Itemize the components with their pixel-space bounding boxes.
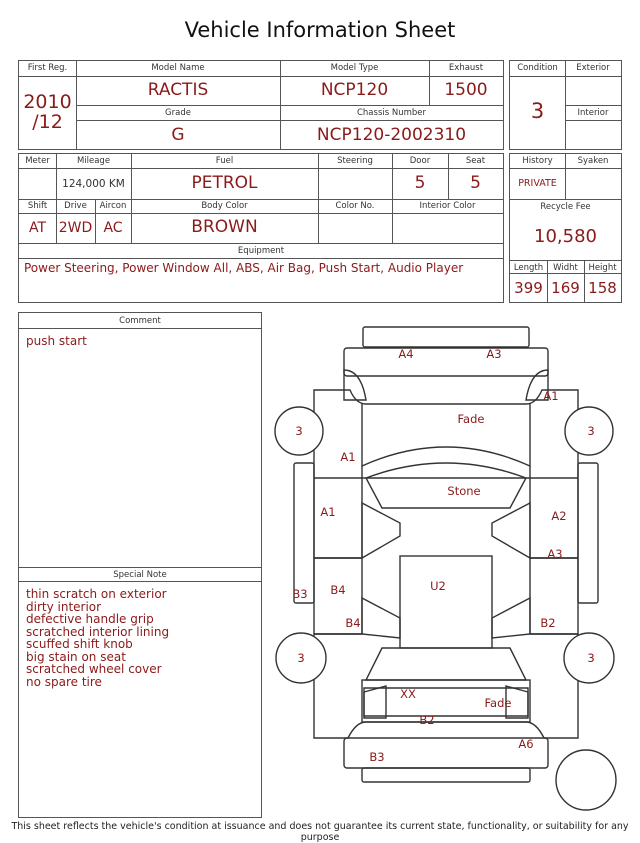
- drive-label: Drive: [64, 201, 87, 211]
- mark-left-b4-upper: B4: [330, 583, 346, 597]
- mark-left-b4-lower: B4: [345, 616, 361, 630]
- fuel-label: Fuel: [215, 156, 234, 166]
- header-table: [18, 60, 504, 150]
- mark-front-a3: A3: [486, 347, 502, 361]
- condition-label: Condition: [517, 63, 558, 73]
- model-type-value: NCP120: [320, 80, 389, 100]
- height-value: 158: [588, 279, 617, 297]
- fuel-value: PETROL: [191, 173, 258, 193]
- width-value: 169: [551, 279, 580, 297]
- grade-value: G: [171, 125, 185, 145]
- mileage-value: 124,000 KM: [62, 178, 125, 190]
- condition-table: [509, 60, 622, 150]
- model-type-label: Model Type: [330, 63, 379, 73]
- mark-right-b2: B2: [540, 616, 556, 630]
- body-color-value: BROWN: [191, 217, 258, 237]
- seat-label: Seat: [465, 156, 486, 166]
- door-value: 5: [414, 173, 426, 193]
- mileage-label: Mileage: [76, 156, 111, 166]
- grade-label: Grade: [165, 108, 191, 118]
- mark-rl-wheel: 3: [297, 651, 305, 665]
- height-label: Height: [588, 263, 617, 273]
- mark-fl-wheel: 3: [295, 424, 303, 438]
- mark-rr-wheel: 3: [587, 651, 595, 665]
- shift-label: Shift: [27, 201, 48, 211]
- spare-wheel: [556, 750, 616, 810]
- aircon-value: AC: [103, 220, 123, 236]
- mark-hood-fade: Fade: [457, 412, 485, 426]
- special-note-label: Special Note: [113, 570, 167, 580]
- special-note-item: scuffed shift knob: [26, 637, 133, 651]
- color-no-label: Color No.: [335, 201, 375, 211]
- door-label: Door: [409, 156, 431, 166]
- mark-rear-a6: A6: [518, 737, 534, 751]
- special-note-item: scratched wheel cover: [26, 662, 162, 676]
- syaken-label: Syaken: [577, 156, 609, 166]
- mark-left-door-a1: A1: [320, 505, 336, 519]
- special-note-item: thin scratch on exterior: [26, 587, 167, 601]
- mark-front-a4: A4: [398, 347, 414, 361]
- mark-fr-wheel: 3: [587, 424, 595, 438]
- mark-left-b3: B3: [292, 587, 308, 601]
- mark-right-door-a3: A3: [547, 547, 563, 561]
- car-damage-diagram: [266, 318, 626, 820]
- recycle-fee-label: Recycle Fee: [540, 202, 591, 212]
- disclaimer-footer: This sheet reflects the vehicle's condition at issuance and does not guarantee its current state, functionality, or suitability for any purpose: [11, 821, 629, 843]
- meter-label: Meter: [25, 156, 50, 166]
- recycle-fee-value: 10,580: [534, 226, 597, 247]
- equipment-value: Power Steering, Power Window All, ABS, Air Bag, Push Start, Audio Player: [24, 261, 464, 275]
- first-reg-year: 2010: [23, 91, 72, 113]
- mark-rear-xx: XX: [400, 687, 416, 701]
- special-note-item: no spare tire: [26, 674, 102, 689]
- special-note-item: dirty interior: [26, 599, 102, 614]
- width-label: Widht: [553, 263, 578, 273]
- history-label: History: [522, 156, 553, 166]
- exterior-label: Exterior: [576, 63, 610, 73]
- equipment-label: Equipment: [237, 246, 285, 256]
- drive-value: 2WD: [58, 220, 93, 236]
- exhaust-label: Exhaust: [448, 63, 484, 73]
- mark-left-fender-a1: A1: [340, 450, 356, 464]
- mark-roof-u2: U2: [430, 579, 446, 593]
- special-note-item: big stain on seat: [26, 649, 126, 664]
- mark-rear-fade: Fade: [484, 696, 512, 710]
- model-name-label: Model Name: [151, 63, 205, 73]
- aircon-label: Aircon: [99, 201, 127, 211]
- exhaust-value: 1500: [444, 80, 488, 100]
- special-note-item: defective handle grip: [26, 612, 154, 626]
- condition-value: 3: [530, 99, 545, 123]
- first-reg-month: /12: [32, 111, 63, 133]
- history-table: [509, 153, 622, 303]
- chassis-number-label: Chassis Number: [356, 108, 427, 118]
- model-name-value: RACTIS: [147, 80, 209, 100]
- special-note-item: scratched interior lining: [26, 624, 170, 639]
- interior-color-label: Interior Color: [419, 201, 476, 211]
- comment-panel: [18, 312, 262, 818]
- history-value: PRIVATE: [518, 178, 557, 189]
- interior-label: Interior: [577, 108, 609, 118]
- steering-label: Steering: [337, 156, 373, 166]
- seat-value: 5: [470, 173, 481, 193]
- page-title: Vehicle Information Sheet: [184, 18, 456, 42]
- mark-right-door-a2: A2: [551, 509, 567, 523]
- comment-label: Comment: [119, 316, 161, 326]
- shift-value: AT: [28, 220, 47, 236]
- mark-rear-b2: B2: [419, 713, 435, 727]
- length-label: Length: [513, 263, 544, 273]
- mark-rear-bumper-b3: B3: [369, 750, 385, 764]
- length-value: 399: [514, 279, 543, 297]
- body-color-label: Body Color: [201, 201, 248, 211]
- first-reg-label: First Reg.: [27, 63, 68, 73]
- comment-line: push start: [26, 334, 87, 348]
- special-note-list: [26, 588, 169, 688]
- mark-right-fender-a1: A1: [543, 389, 559, 403]
- specs-table: [18, 153, 504, 303]
- mark-windshield-stone: Stone: [447, 484, 481, 498]
- chassis-number-value: NCP120-2002310: [316, 125, 467, 145]
